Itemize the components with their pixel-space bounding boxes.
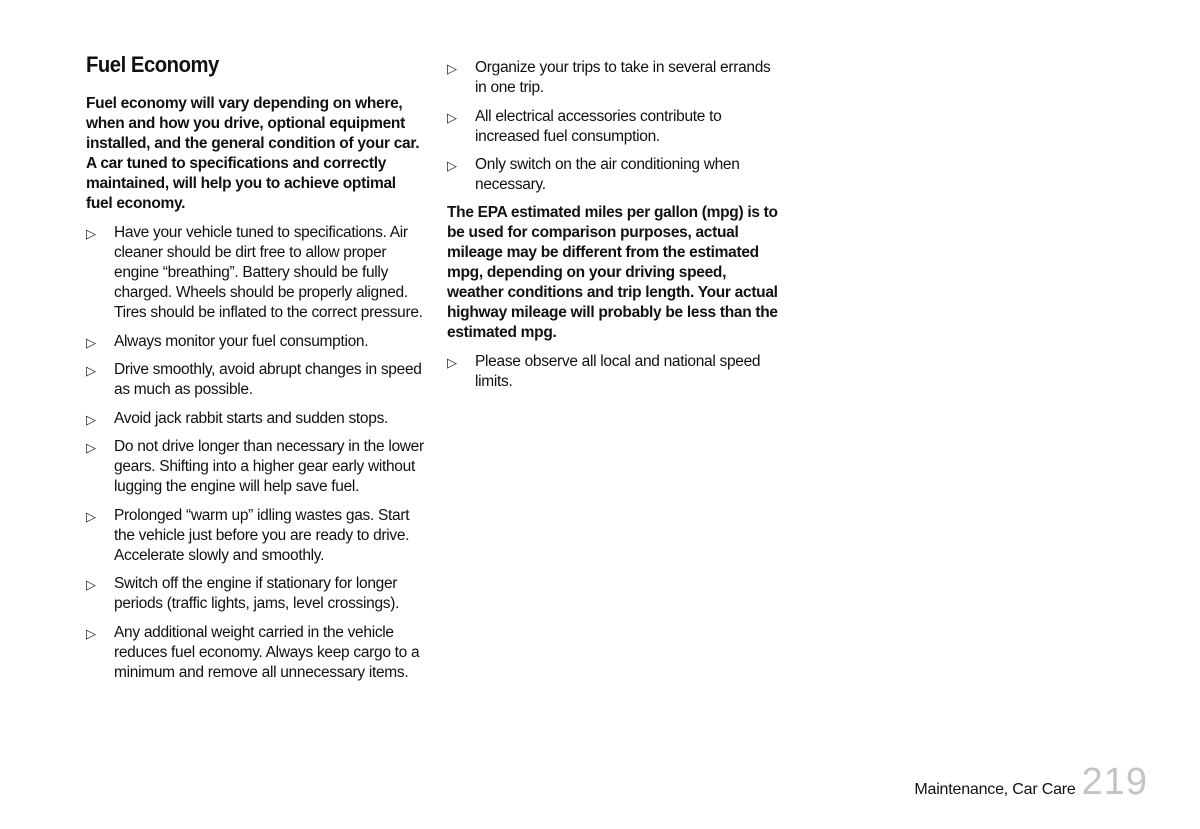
- triangle-right-icon: ▷: [86, 440, 96, 455]
- list-item: ▷ Switch off the engine if stationary for longer periods (traffic lights, jams, level crossings).: [86, 575, 400, 612]
- list-item: ▷ Any additional weight carried in the vehicle reduces fuel economy. Always keep cargo to a minimum and remove all unnecessary items.: [86, 623, 420, 681]
- list-item: ▷ Have your vehicle tuned to specifications. Air cleaner should be dirt free to allow proper engine “breathing”. Battery should be fully charged. Wheels should be properly aligned. Tires should be inflated to the correct pressure.: [86, 224, 423, 321]
- page-footer: [914, 763, 1148, 801]
- list-item: ▷ Do not drive longer than necessary in the lower gears. Shifting into a higher gear early without lugging the engine will help save fuel.: [86, 438, 424, 495]
- triangle-right-icon: ▷: [86, 577, 96, 592]
- triangle-right-icon: ▷: [447, 158, 457, 173]
- list-item: ▷ Please observe all local and national speed limits.: [447, 353, 761, 390]
- list-item: ▷ Drive smoothly, avoid abrupt changes in speed as much as possible.: [86, 361, 422, 398]
- intro-paragraph: Fuel economy will vary depending on where, when and how you drive, optional equipment installed, and the general condition of your car. A car tuned to specifications and correctly maintained, will help you to achieve optimal fuel economy.: [86, 95, 420, 212]
- triangle-right-icon: ▷: [86, 226, 96, 241]
- list-item: ▷ Avoid jack rabbit starts and sudden stops.: [86, 409, 426, 429]
- list-item: ▷ All electrical accessories contribute to increased fuel consumption.: [447, 107, 722, 145]
- triangle-right-icon: ▷: [447, 109, 457, 125]
- epa-note: The EPA estimated miles per gallon (mpg) is to be used for comparison purposes, actual mileage may be different from the estimated mpg, depending on your driving speed, weather conditions and trip length. Your actual highway mileage will probably be less than the estimated mpg.: [447, 204, 778, 341]
- list-item: ▷ Prolonged “warm up” idling wastes gas. Start the vehicle just before you are ready to drive. Accelerate slowly and smoothly.: [86, 506, 410, 564]
- triangle-right-icon: ▷: [86, 411, 96, 427]
- page-number: 219: [1081, 761, 1148, 803]
- triangle-right-icon: ▷: [86, 508, 96, 524]
- tips-list-right-top: [447, 58, 782, 204]
- list-item: ▷ Always monitor your fuel consumption.: [86, 332, 426, 352]
- triangle-right-icon: ▷: [447, 355, 457, 370]
- list-item: ▷ Only switch on the air conditioning when necessary.: [447, 156, 740, 193]
- section-name: Maintenance, Car Care: [914, 781, 1076, 798]
- triangle-right-icon: ▷: [86, 334, 96, 350]
- triangle-right-icon: ▷: [86, 625, 96, 641]
- page-title: Fuel Economy: [86, 52, 219, 77]
- triangle-right-icon: ▷: [86, 363, 96, 378]
- triangle-right-icon: ▷: [447, 61, 457, 76]
- list-item: ▷ Organize your trips to take in several errands in one trip.: [447, 59, 771, 96]
- tips-list-left: [86, 223, 426, 691]
- tips-list-right-bottom: [447, 352, 782, 401]
